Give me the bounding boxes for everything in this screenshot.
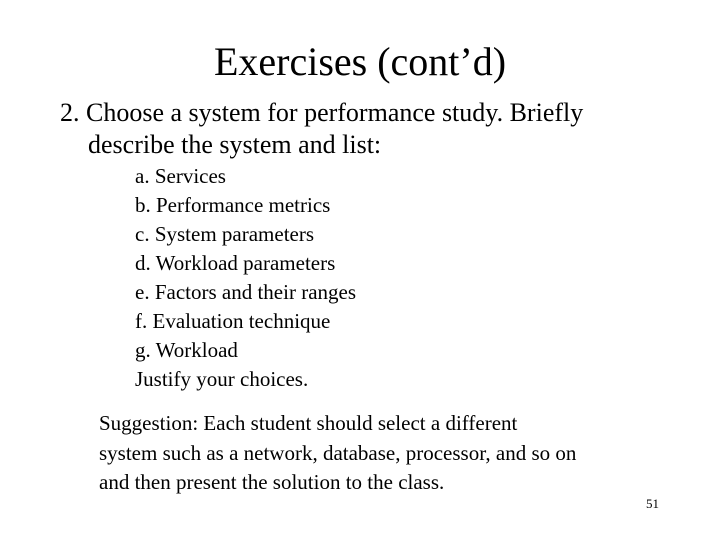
list-item-performance-metrics: b. Performance metrics [135,193,331,217]
list-item-services: a. Services [135,164,226,188]
list-item-factors-ranges: e. Factors and their ranges [135,280,357,304]
item-list [135,162,356,394]
suggestion-text [99,409,679,498]
question-line-1: 2. Choose a system for performance study. Briefly [60,98,584,127]
suggestion-line-2: system such as a network, database, processor, and so on [99,440,577,465]
suggestion-line-3: and then present the solution to the class. [99,470,445,494]
page-number: 51 [646,496,659,511]
slide-title: Exercises (cont’d) [213,39,507,84]
list-item-evaluation-technique: f. Evaluation technique [135,309,331,333]
list-item-system-parameters: c. System parameters [135,222,315,246]
suggestion-line-1: Suggestion: Each student should select a different [99,411,518,435]
list-item-workload-parameters: d. Workload parameters [135,251,336,275]
question-line-2: describe the system and list: [88,130,382,159]
question-text [60,97,680,161]
list-item-justify: Justify your choices. [135,367,309,391]
list-item-workload: g. Workload [135,338,238,362]
